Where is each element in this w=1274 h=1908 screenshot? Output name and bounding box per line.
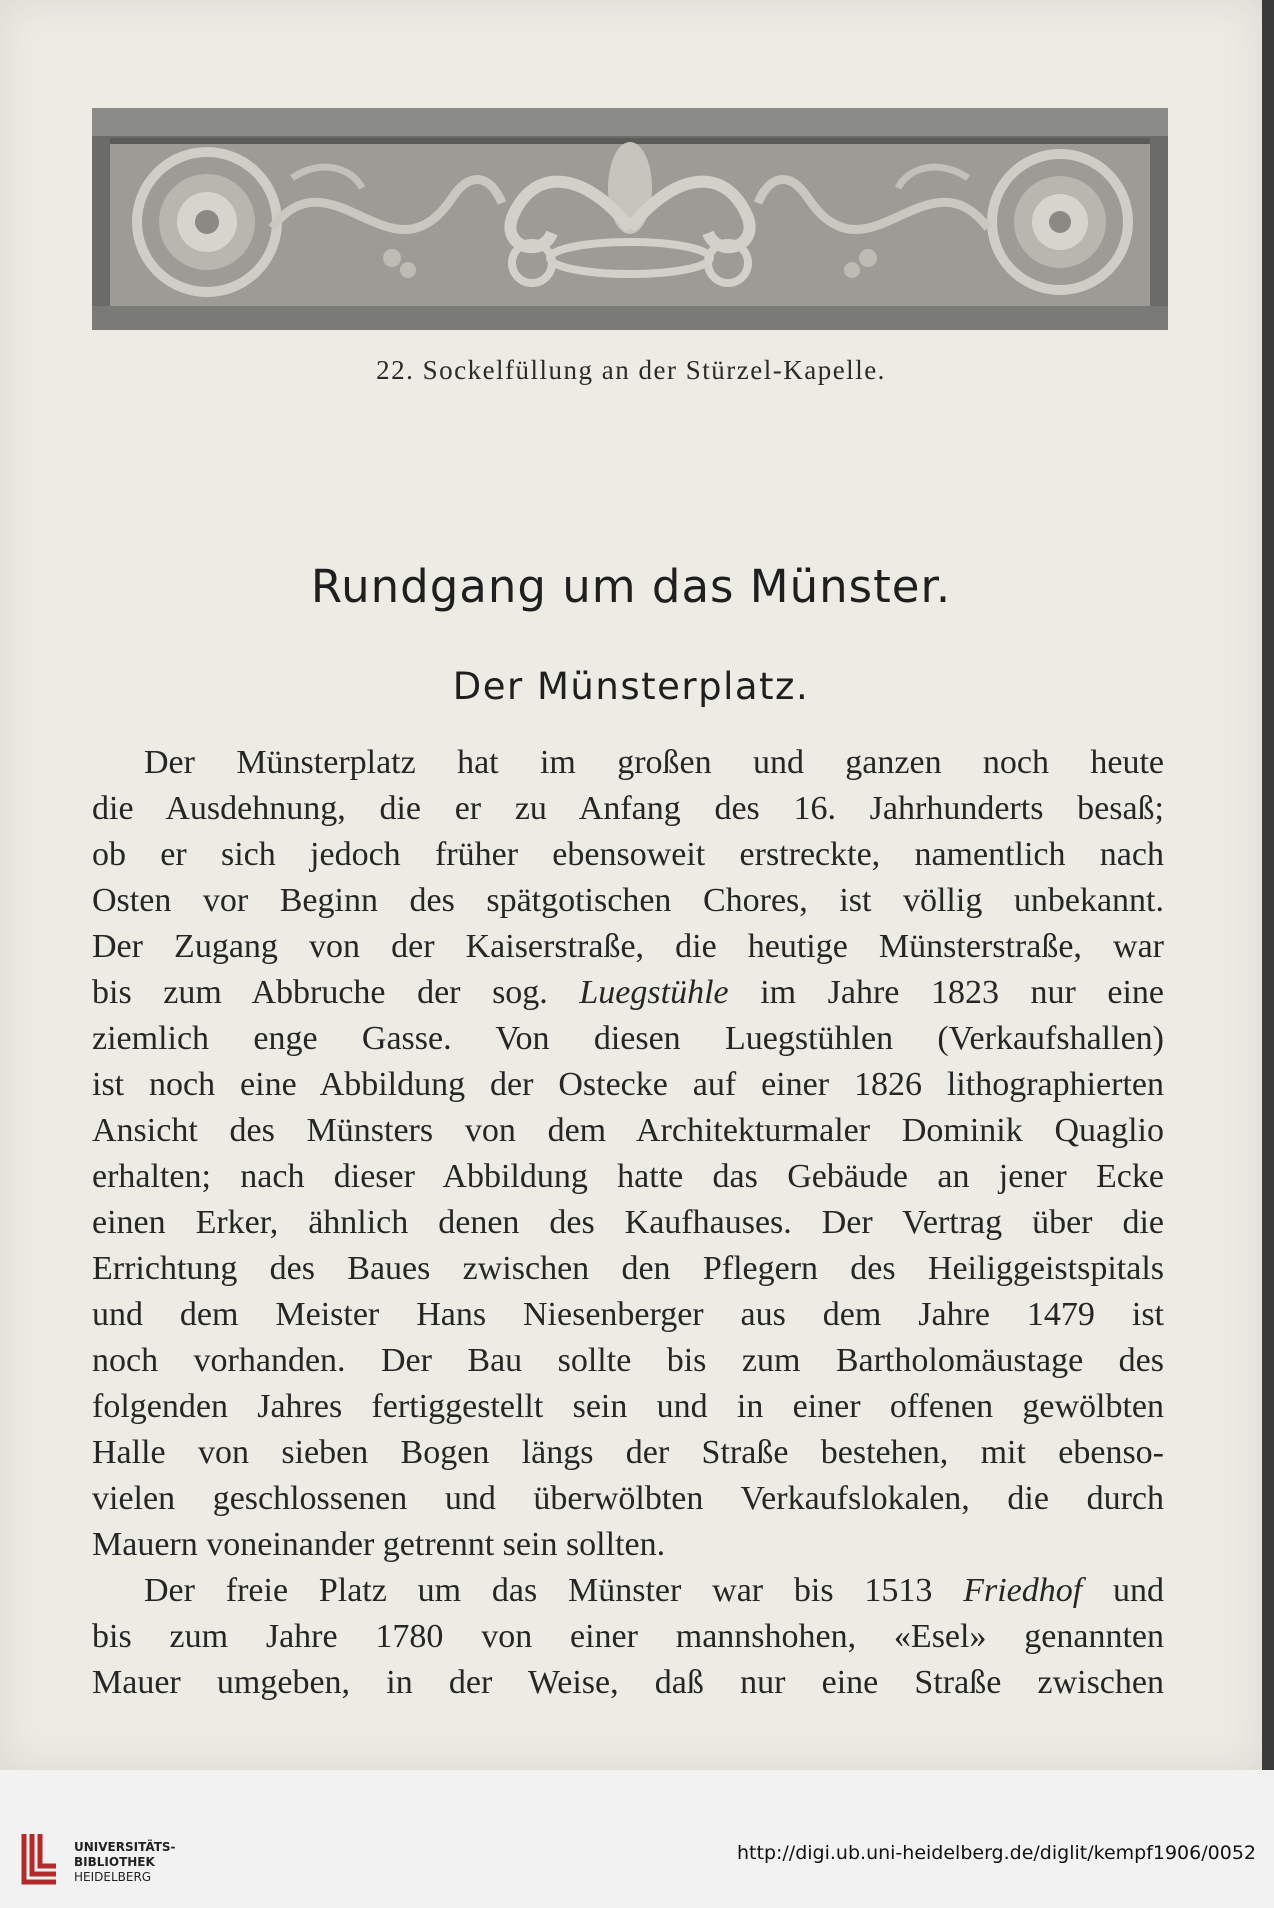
text-line: und dem Meister Hans Niesenberger aus dem Jahre 1479 ist xyxy=(92,1296,1164,1333)
text-line: Mauern voneinander getrennt sein sollten. xyxy=(92,1526,666,1563)
italic-term-friedhof: Friedhof xyxy=(963,1572,1083,1609)
text-line: Halle von sieben Bogen längs der Straße bestehen, mit ebenso- xyxy=(92,1434,1164,1471)
source-url-link[interactable]: http://digi.ub.uni-heidelberg.de/diglit/kempf1906/0052 xyxy=(737,1842,1256,1864)
library-name xyxy=(74,1840,176,1885)
italic-term-luegstuehle: Luegstühle xyxy=(579,974,729,1011)
text-line xyxy=(92,1568,1164,1614)
text-line: Mauer umgeben, in der Weise, daß nur eine Straße zwischen xyxy=(92,1664,1164,1701)
text-line: Ansicht des Münsters von dem Architekturmaler Dominik Quaglio xyxy=(92,1112,1164,1149)
text-line: erhalten; nach dieser Abbildung hatte das Gebäude an jener Ecke xyxy=(92,1158,1164,1195)
library-logo-icon xyxy=(20,1830,60,1886)
body-text xyxy=(92,740,1164,1706)
chapter-title: Rundgang um das Münster. xyxy=(310,560,952,613)
text-line: Der Zugang von der Kaiserstraße, die heutige Münsterstraße, war xyxy=(92,928,1164,965)
figure-caption: 22. Sockelfüllung an der Stürzel-Kapelle. xyxy=(376,355,886,385)
text-line: ist noch eine Abbildung der Ostecke auf einer 1826 lithographierten xyxy=(92,1066,1164,1103)
text-fragment: Der freie Platz um das Münster war bis 1513 xyxy=(144,1572,933,1609)
text-fragment: und xyxy=(1113,1572,1164,1609)
text-line xyxy=(92,970,1164,1016)
text-line: ob er sich jedoch früher ebensoweit erstreckte, namentlich nach xyxy=(92,836,1164,873)
text-fragment: im Jahre 1823 nur eine xyxy=(760,974,1164,1011)
text-line: Errichtung des Baues zwischen den Pflegern des Heiliggeistspitals xyxy=(92,1250,1164,1287)
text-line: ziemlich enge Gasse. Von diesen Luegstühlen (Verkaufshallen) xyxy=(92,1020,1164,1057)
text-line: die Ausdehnung, die er zu Anfang des 16. Jahrhunderts besaß; xyxy=(92,790,1164,827)
text-line: Osten vor Beginn des spätgotischen Chores, ist völlig unbekannt. xyxy=(92,882,1164,919)
text-line: bis zum Jahre 1780 von einer mannshohen, «Esel» genannten xyxy=(92,1618,1164,1655)
text-line: noch vorhanden. Der Bau sollte bis zum Bartholomäustage des xyxy=(92,1342,1164,1379)
library-name-line: HEIDELBERG xyxy=(74,1870,152,1884)
digitization-footer xyxy=(0,1770,1274,1908)
text-line: vielen geschlossenen und überwölbten Verkaufslokalen, die durch xyxy=(92,1480,1164,1517)
library-name-line: UNIVERSITÄTS- xyxy=(74,1840,176,1854)
library-name-line: BIBLIOTHEK xyxy=(74,1855,155,1869)
text-line: Der Münsterplatz hat im großen und ganzen noch heute xyxy=(144,744,1164,781)
relief-photograph xyxy=(92,108,1168,330)
text-line: folgenden Jahres fertiggestellt sein und in einer offenen gewölbten xyxy=(92,1388,1164,1425)
text-line: einen Erker, ähnlich denen des Kaufhauses. Der Vertrag über die xyxy=(92,1204,1164,1241)
section-title: Der Münsterplatz. xyxy=(452,665,810,708)
text-fragment: bis zum Abbruche der sog. xyxy=(92,974,548,1011)
ornament-relief-image xyxy=(92,108,1168,330)
